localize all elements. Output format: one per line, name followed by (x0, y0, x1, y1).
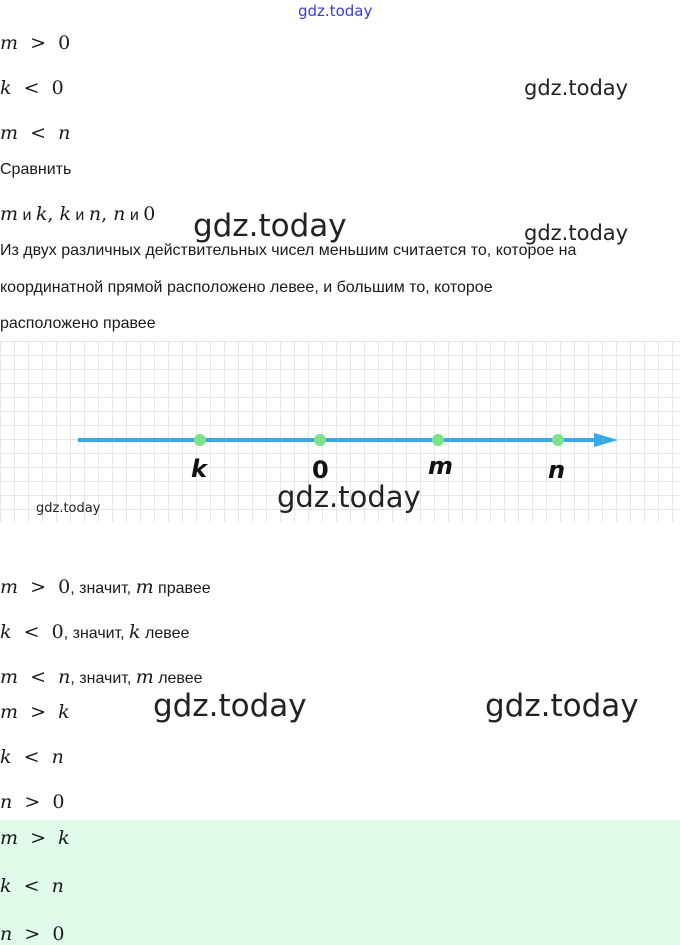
pair-2-a: k (59, 203, 71, 225)
reasoning-2-suffix: , значит, (63, 625, 130, 642)
reasoning-1 (0, 576, 211, 598)
reasoning-1-op: > (30, 576, 47, 598)
result-3-right: 0 (52, 791, 65, 813)
reasoning-1-left: m (0, 576, 19, 598)
condition-1 (0, 32, 70, 54)
reasoning-2-op: < (23, 621, 40, 643)
reasoning-1-word: правее (153, 580, 211, 597)
condition-2-op: < (23, 77, 40, 99)
point-m (432, 434, 444, 446)
reasoning-2 (0, 621, 189, 643)
answer-1-op: > (30, 827, 47, 849)
watermark: gdz.today (485, 688, 639, 724)
condition-2 (0, 77, 64, 99)
condition-1-left: m (0, 32, 19, 54)
pair-2-b: n (88, 203, 102, 225)
rule-line-2: координатной прямой расположено левее, и большим то, которое (0, 279, 493, 296)
result-3 (0, 791, 64, 813)
result-1-op: > (30, 701, 47, 723)
result-2 (0, 746, 64, 768)
reasoning-1-right: 0 (58, 576, 71, 598)
watermark: gdz.today (277, 480, 421, 514)
pair-1-sep: , (47, 203, 60, 225)
answer-3-op: > (24, 923, 41, 945)
pair-2-sep: , (101, 203, 114, 225)
answer-2 (0, 875, 64, 897)
reasoning-3-left: m (0, 666, 19, 688)
answer-2-left: k (0, 875, 12, 897)
label-0: 0 (312, 456, 329, 484)
condition-3-left: m (0, 122, 19, 144)
result-3-left: n (0, 791, 13, 813)
answer-3 (0, 923, 64, 945)
watermark: gdz.today (153, 688, 307, 724)
reasoning-3-right: n (58, 666, 71, 688)
watermark: gdz.today (193, 208, 347, 244)
condition-2-left: k (0, 77, 12, 99)
arrow-head-icon (594, 433, 618, 447)
reasoning-3-suffix: , значит, (70, 670, 136, 687)
watermark: gdz.today (524, 76, 629, 100)
pair-3-b: 0 (143, 203, 156, 225)
point-n (552, 434, 564, 446)
condition-1-right: 0 (58, 32, 71, 54)
reasoning-1-suffix: , значит, (70, 580, 136, 597)
result-2-right: n (51, 746, 64, 768)
pair-1-a: m (0, 203, 19, 225)
pair-3-a: n (113, 203, 126, 225)
answer-1 (0, 827, 70, 849)
result-3-op: > (24, 791, 41, 813)
label-k: k (191, 455, 207, 483)
reasoning-3-var: m (135, 666, 154, 688)
condition-3 (0, 122, 70, 144)
point-k (194, 434, 206, 446)
result-2-left: k (0, 746, 12, 768)
result-1 (0, 701, 70, 723)
pair-2-and: и (70, 207, 89, 224)
label-m: m (428, 452, 454, 480)
watermark-top: gdz.today (298, 2, 373, 20)
reasoning-2-right: 0 (51, 621, 64, 643)
rule-line-1: Из двух различных действительных чисел меньшим считается то, которое на (0, 242, 577, 259)
answer-2-right: n (51, 875, 64, 897)
answer-1-left: m (0, 827, 19, 849)
reasoning-2-word: левее (140, 625, 190, 642)
reasoning-3-op: < (30, 666, 47, 688)
condition-3-right: n (58, 122, 71, 144)
condition-3-op: < (30, 122, 47, 144)
answer-1-right: k (58, 827, 70, 849)
reasoning-1-var: m (135, 576, 154, 598)
result-1-right: k (58, 701, 70, 723)
pair-3-and: и (125, 207, 144, 224)
compare-pairs (0, 203, 155, 225)
point-0 (314, 434, 326, 446)
reasoning-3 (0, 666, 203, 688)
watermark: gdz.today (36, 501, 101, 516)
answer-2-op: < (23, 875, 40, 897)
label-n: n (548, 456, 566, 484)
rule-line-3: расположено правее (0, 315, 156, 332)
reasoning-2-left: k (0, 621, 12, 643)
answer-3-right: 0 (52, 923, 65, 945)
condition-2-right: 0 (51, 77, 64, 99)
reasoning-2-var: k (129, 621, 141, 643)
watermark: gdz.today (524, 221, 629, 245)
reasoning-3-word: левее (153, 670, 203, 687)
answer-box (0, 820, 680, 945)
result-1-left: m (0, 701, 19, 723)
pair-1-b: k (35, 203, 48, 225)
compare-heading: Сравнить (0, 161, 72, 178)
condition-1-op: > (30, 32, 47, 54)
result-2-op: < (23, 746, 40, 768)
answer-3-left: n (0, 923, 13, 945)
pair-1-and: и (18, 207, 36, 224)
